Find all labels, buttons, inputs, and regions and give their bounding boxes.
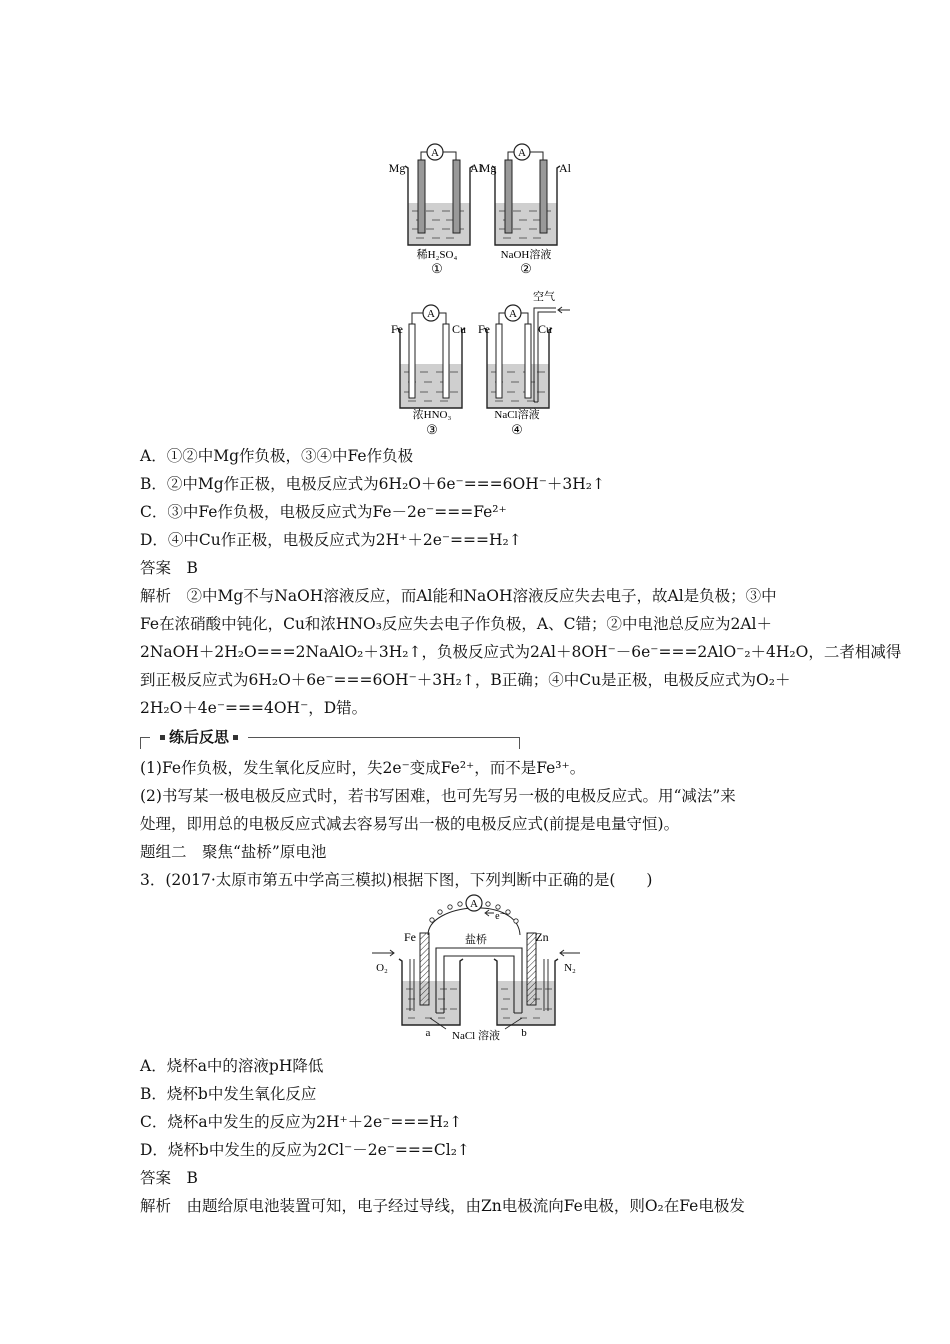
cell-2-right-label: Al — [559, 161, 571, 175]
reflection-rule-start — [140, 737, 141, 749]
cell-4-number: ④ — [511, 422, 523, 437]
q2-answer: 答案 B — [140, 559, 198, 577]
q3-analysis: 解析 由题给原电池装置可知，电子经过导线，由Zn电极流向Fe电极，则O₂在Fe电极发 — [140, 1197, 745, 1215]
cell-4-solution: NaCl溶液 — [494, 409, 540, 421]
reflection-rule-end — [519, 737, 520, 749]
cell-4-gas-label: 空气 — [533, 291, 555, 303]
q3-option-a: A．烧杯a中的溶液pH降低 — [140, 1057, 324, 1075]
q2-analysis-line-3: 2NaOH＋2H₂O===2NaAlO₂＋3H₂↑，负极反应式为2Al＋8OH⁻－6e⁻===2AlO⁻₂＋4H₂O，二者相减得 — [140, 643, 902, 661]
figure-galvanic-cells — [380, 138, 580, 440]
q2-option-d: D．④中Cu作正极，电极反应式为2H⁺＋2e⁻===H₂↑ — [140, 531, 522, 549]
q3-option-d: D．烧杯b中发生的反应为2Cl⁻－2e⁻===Cl₂↑ — [140, 1141, 470, 1159]
cell-4 — [478, 289, 570, 437]
cell-2 — [480, 144, 572, 276]
cell-3-solution: 浓HNO₃ — [412, 409, 452, 421]
cell-1-left-label: Mg — [388, 161, 406, 175]
fig2-ammeter: A — [470, 898, 478, 910]
cell-1-ammeter: A — [431, 147, 439, 159]
q2-option-c: C．③中Fe作负极，电极反应式为Fe－2e⁻===Fe²⁺ — [140, 503, 507, 521]
fig2-right-gas: N₂ — [564, 962, 576, 974]
q3-option-b: B．烧杯b中发生氧化反应 — [140, 1085, 317, 1103]
cell-3-left-label: Fe — [391, 322, 403, 336]
fig2-left-electrode: Fe — [404, 930, 416, 944]
cell-2-ammeter: A — [518, 147, 526, 159]
cell-1-solution: 稀H₂SO₄ — [416, 249, 458, 261]
cell-2-left-label: Mg — [479, 161, 497, 175]
fig2-right-electrode: Zn — [535, 930, 549, 944]
reflection-line-3: 处理，即用总的电极反应式减去容易写出一极的电极反应式(前提是电量守恒)。 — [140, 815, 680, 833]
q3-answer: 答案 B — [140, 1169, 198, 1187]
reflection-title-wrap — [150, 727, 248, 747]
cell-2-number: ② — [520, 261, 532, 276]
q2-option-a: A．①②中Mg作负极，③④中Fe作负极 — [140, 447, 414, 465]
q3-option-c: C．烧杯a中发生的反应为2H⁺＋2e⁻===H₂↑ — [140, 1113, 463, 1131]
cell-3-ammeter: A — [427, 308, 435, 320]
group2-heading: 题组二 聚焦“盐桥”原电池 — [140, 843, 327, 861]
fig2-beaker-b: b — [521, 1027, 527, 1039]
figure-salt-bridge-cell — [370, 893, 585, 1043]
reflection-line-1: (1)Fe作负极，发生氧化反应时，失2e⁻变成Fe²⁺，而不是Fe³⁺。 — [140, 759, 586, 777]
cell-4-left-label: Fe — [478, 322, 490, 336]
cell-1-number: ① — [431, 261, 443, 276]
cell-4-right-label: Cu — [537, 322, 553, 336]
cell-1-right-label: Al — [470, 161, 482, 175]
reflection-title: 练后反思 — [169, 728, 230, 746]
square-icon — [160, 735, 165, 740]
q2-option-b: B．②中Mg作正极，电极反应式为6H₂O＋6e⁻===6OH⁻＋3H₂↑ — [140, 475, 606, 493]
q2-analysis-line-2: Fe在浓硝酸中钝化，Cu和浓HNO₃反应失去电子作负极，A、C错；②中电池总反应为2Al＋ — [140, 615, 772, 633]
fig2-left-gas: O₂ — [376, 962, 388, 974]
fig2-bridge-label: 盐桥 — [465, 934, 487, 946]
fig2-solution: NaCl 溶液 — [452, 1030, 500, 1042]
cell-3-number: ③ — [426, 422, 438, 437]
cell-1 — [389, 144, 483, 276]
cell-2-solution: NaOH溶液 — [500, 249, 552, 261]
q2-analysis-line-4: 到正极反应式为6H₂O＋6e⁻===6OH⁻＋3H₂↑，B正确；④中Cu是正极，电极反应式为O₂＋ — [140, 671, 791, 689]
square-icon — [233, 735, 238, 740]
fig2-beaker-a: a — [425, 1027, 431, 1039]
q2-analysis-line-5: 2H₂O＋4e⁻===4OH⁻，D错。 — [140, 699, 368, 717]
fig2-electron-label: e⁻ — [495, 911, 505, 922]
cell-3-right-label: Cu — [451, 322, 467, 336]
reflection-header — [140, 727, 520, 749]
cell-4-ammeter: A — [509, 308, 517, 320]
cell-3 — [391, 305, 466, 437]
q2-analysis-line-1: 解析 ②中Mg不与NaOH溶液反应，而Al能和NaOH溶液反应失去电子，故Al是负极；③中 — [140, 587, 777, 605]
q3-stem: 3．(2017·太原市第五中学高三模拟)根据下图，下列判断中正确的是( ) — [140, 871, 653, 889]
reflection-line-2: (2)书写某一极电极反应式时，若书写困难，也可先写另一极的电极反应式。用“减法”来 — [140, 787, 736, 805]
